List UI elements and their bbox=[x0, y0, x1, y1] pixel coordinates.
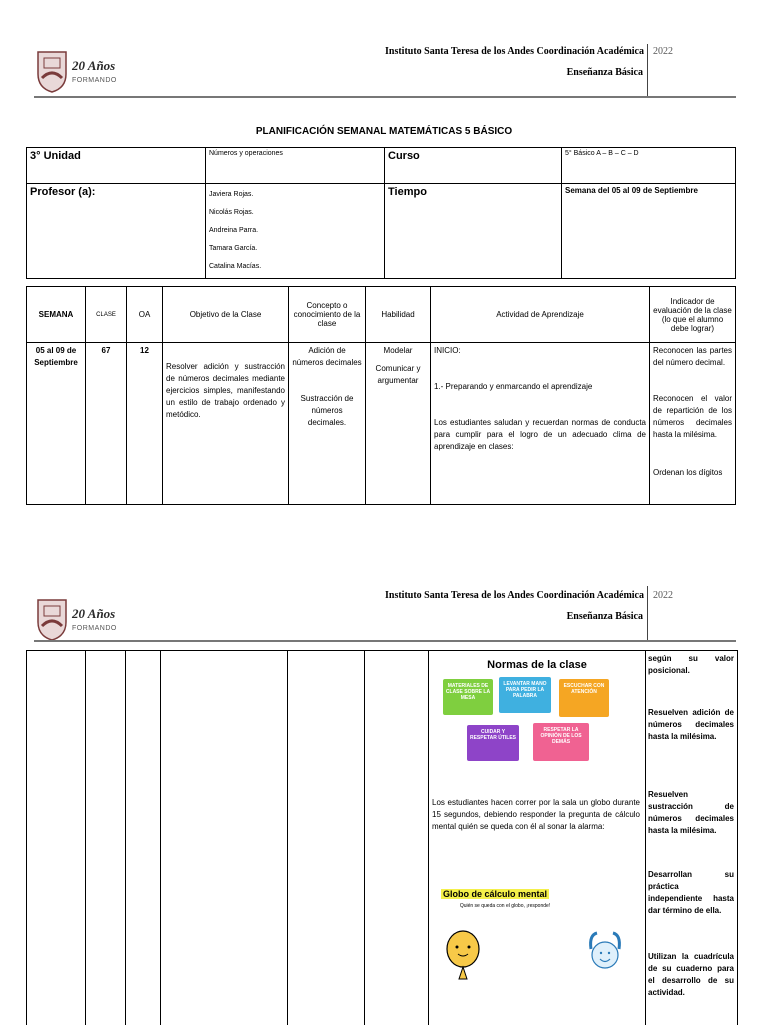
crest-icon bbox=[34, 596, 70, 642]
activity-inicio: INICIO: bbox=[434, 346, 461, 355]
institution-name: Instituto Santa Teresa de los Andes Coordinación Académica bbox=[384, 590, 644, 601]
logo-subtext: FORMANDO bbox=[72, 77, 117, 84]
time-label: Tiempo bbox=[388, 186, 427, 198]
logo-text: 20 Años bbox=[72, 606, 116, 621]
indicator-item: según su valor posicional. bbox=[648, 654, 734, 675]
teacher-name: Tamara García. bbox=[209, 245, 258, 252]
header-year: 2022 bbox=[653, 590, 673, 601]
header-year: 2022 bbox=[653, 46, 673, 57]
col-clase: CLASE bbox=[86, 287, 127, 343]
document-title: PLANIFICACIÓN SEMANAL MATEMÁTICAS 5 BÁSICO bbox=[255, 126, 513, 137]
col-indicador: Indicador de evaluación de la clase (lo que el alumno debe lograr) bbox=[650, 287, 736, 343]
habilidad-comunicar: Comunicar y argumentar bbox=[375, 364, 421, 385]
col-semana: SEMANA bbox=[27, 287, 86, 343]
indicator-item: Utilizan la cuadrícula de su cuaderno para el desarrollo de su actividad. bbox=[648, 952, 734, 997]
plan-table bbox=[26, 286, 736, 505]
crest-icon bbox=[34, 48, 70, 94]
teacher-name: Andreina Parra. bbox=[209, 227, 259, 234]
header-rule bbox=[34, 640, 736, 642]
balloon-icon bbox=[443, 929, 483, 989]
objetivo-value: Resolver adición y sustracción de números decimales mediante ejercicios simples, manifestando un estilo de trabajo ordenado y metódico. bbox=[163, 343, 289, 505]
note-escuchar: ESCUCHAR CON ATENCIÓN bbox=[559, 679, 609, 717]
col-habilidad: Habilidad bbox=[366, 287, 431, 343]
institution-name: Instituto Santa Teresa de los Andes Coordinación Académica bbox=[384, 46, 644, 57]
col-objetivo: Objetivo de la Clase bbox=[163, 287, 289, 343]
activity-step: 1.- Preparando y enmarcando el aprendizaje bbox=[434, 382, 593, 391]
teacher-list bbox=[206, 184, 385, 279]
clase-value: 67 bbox=[86, 343, 127, 505]
indicator-item: Ordenan los dígitos bbox=[653, 468, 723, 477]
habilidad-cell bbox=[366, 343, 431, 505]
indicator-item: Desarrollan su práctica independiente hasta dar término de ella. bbox=[648, 870, 734, 915]
plan-table-continued bbox=[26, 650, 738, 1025]
note-respetar: RESPETAR LA OPINIÓN DE LOS DEMÁS bbox=[533, 723, 589, 761]
education-level: Enseñanza Básica bbox=[566, 67, 643, 78]
note-materiales: MATERIALES DE CLASE SOBRE LA MESA bbox=[443, 679, 493, 715]
col-concepto: Concepto o conocimiento de la clase bbox=[289, 287, 366, 343]
habilidad-modelar: Modelar bbox=[383, 346, 413, 355]
cheering-face-icon bbox=[585, 929, 625, 973]
header-divider bbox=[647, 44, 648, 96]
concepto-adicion: Adición de números decimales bbox=[292, 346, 362, 367]
logo-text: 20 Años bbox=[72, 58, 116, 73]
teacher-name: Catalina Macías. bbox=[209, 263, 262, 270]
course-label: Curso bbox=[388, 150, 420, 162]
globo-subtitle: Quién se queda con el globo, ¡responde! bbox=[459, 903, 551, 909]
activity-globo-text: Los estudiantes hacen correr por la sala un globo durante 15 segundos, debiendo responder la pregunta de cálculo mental quién se queda con él al sonar la alarma: bbox=[432, 798, 640, 831]
indicator-item: Reconocen las partes del número decimal. bbox=[653, 346, 732, 367]
course-label-cell bbox=[385, 148, 562, 184]
indicador-cell bbox=[650, 343, 736, 505]
header-divider bbox=[647, 586, 648, 640]
teacher-label: Profesor (a): bbox=[30, 186, 96, 198]
info-table bbox=[26, 147, 736, 279]
concepto-sustraccion: Sustracción de números decimales. bbox=[300, 394, 354, 427]
teacher-label-cell bbox=[27, 184, 206, 279]
logo-subtext: FORMANDO bbox=[72, 625, 117, 632]
unit-value-cell bbox=[206, 148, 385, 184]
education-level: Enseñanza Básica bbox=[566, 611, 643, 622]
unit-value: Números y operaciones bbox=[209, 150, 283, 157]
col-actividad: Actividad de Aprendizaje bbox=[431, 287, 650, 343]
activity-text: Los estudiantes saludan y recuerdan normas de conducta para cumplir para el logro de un adecuado clima de aprendizaje en clases: bbox=[434, 418, 646, 451]
time-label-cell bbox=[385, 184, 562, 279]
note-levantar-mano: LEVANTAR MANO PARA PEDIR LA PALABRA bbox=[499, 677, 551, 713]
oa-value: 12 bbox=[127, 343, 163, 505]
teacher-name: Nicolás Rojas. bbox=[209, 209, 254, 216]
actividad-cell bbox=[431, 343, 650, 505]
unit-label-cell bbox=[27, 148, 206, 184]
course-value: 5° Básico A – B – C – D bbox=[565, 150, 639, 157]
unit-label: 3° Unidad bbox=[30, 150, 81, 162]
header-rule bbox=[34, 96, 736, 98]
school-logo bbox=[34, 48, 116, 96]
globo-title: Globo de cálculo mental bbox=[443, 889, 548, 899]
concepto-cell bbox=[289, 343, 366, 505]
indicator-item: Resuelven sustracción de números decimales hasta la milésima. bbox=[648, 790, 734, 835]
teacher-name: Javiera Rojas. bbox=[209, 191, 254, 198]
indicator-item: Reconocen el valor de repartición de los números decimales hasta la milésima. bbox=[653, 394, 732, 439]
col-oa: OA bbox=[127, 287, 163, 343]
normas-image bbox=[437, 655, 637, 775]
time-value-cell bbox=[562, 184, 736, 279]
normas-title: Normas de la clase bbox=[487, 659, 587, 671]
school-logo bbox=[34, 596, 116, 644]
semana-value: 05 al 09 de Septiembre bbox=[27, 343, 86, 505]
note-cuidar: CUIDAR Y RESPETAR ÚTILES bbox=[467, 725, 519, 761]
globo-image bbox=[435, 885, 640, 995]
time-value: Semana del 05 al 09 de Septiembre bbox=[565, 186, 698, 195]
course-value-cell bbox=[562, 148, 736, 184]
indicator-item: Resuelven adición de números decimales hasta la milésima. bbox=[648, 708, 734, 741]
